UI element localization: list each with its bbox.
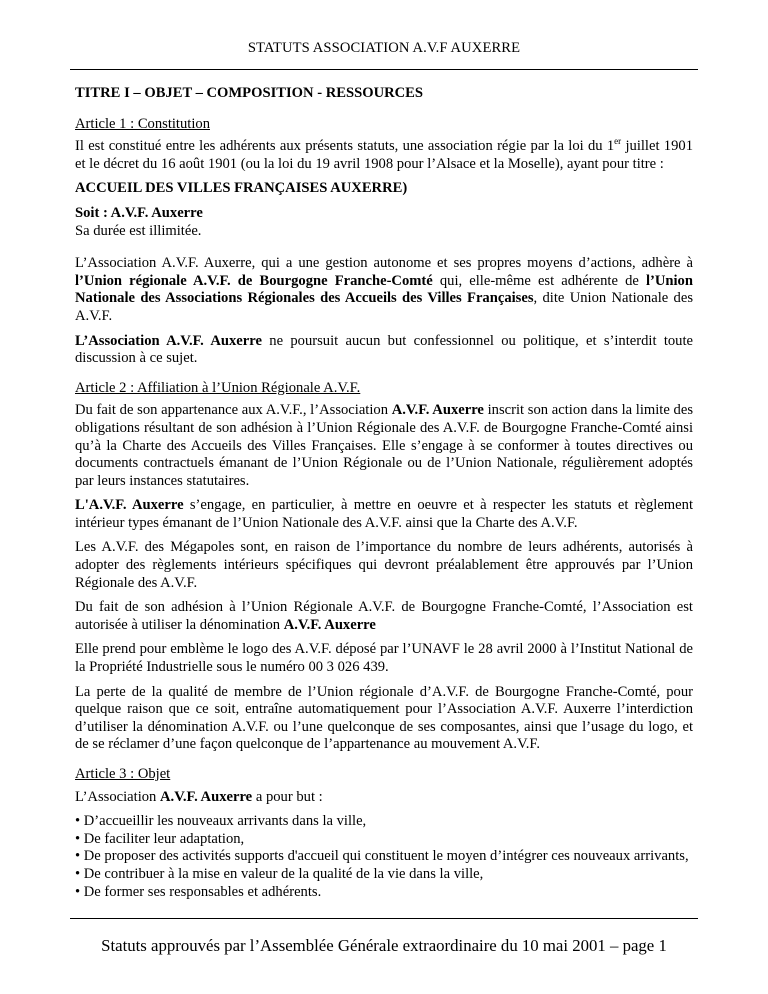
article-2-paragraph-5: Elle prend pour emblème le logo des A.V.F. déposé par l’UNAVF le 28 avril 2000 à l’Institut National de la Propriété Industrielle sous le numéro 00 3 026 439. [75,641,693,676]
article-1-paragraph-3: L’Association A.V.F. Auxerre ne poursuit aucun but confessionnel ou politique, et s’interdit toute discussion à ce sujet. [75,332,694,367]
article-2-paragraph-2: L'A.V.F. Auxerre s’engage, en particulier, à mettre en oeuvre et à respecter les statuts et règlement intérieur types émanant de l’Union Nationale des A.V.F. ainsi que la Charte des A.V.F. [75,497,693,531]
article-2-paragraph-6: La perte de la qualité de membre de l’Union régionale d’A.V.F. de Bourgogne Franche-Comté, pour quelque raison que ce soit, entraîne automatiquement pour l’Association A.V.F. Auxerre l’interdiction d’utiliser la dénomination A.V.F. ou l’une quelconque de ses composantes, ainsi que l’usage du logo, et de se réclamer d’une façon quelconque de l’appartenance au mouvement A.V.F. [75,683,693,753]
list-item: • De proposer des activités supports d'accueil qui constituent le moyen d’intégrer ces nouveaux arrivants, [75,848,689,865]
article-2-paragraph-1: Du fait de son appartenance aux A.V.F., l’Association A.V.F. Auxerre inscrit son action dans la limite des obligations résultant de son adhésion à l’Union Régionale des A.V.F. de Bourgogne Franche-Comté ainsi qu’à la Charte des Accueils des Villes Françaises. Elle s’engage à se conformer à toutes directives ou documents contractuels émanant de l’Union Régionale ou de l’Union Nationale, régulièrement adoptés par leurs instances statutaires. [75,402,693,489]
article-1-heading: Article 1 : Constitution [75,115,210,132]
page-footer: Statuts approuvés par l’Assemblée Générale extraordinaire du 10 mai 2001 – page 1 [101,936,667,955]
list-item: • De former ses responsables et adhérents. [75,883,322,900]
article-3-intro: L’Association A.V.F. Auxerre a pour but : [75,788,323,805]
article-2-paragraph-3: Les A.V.F. des Mégapoles sont, en raison de l’importance du nombre de leurs adhérents, autorisés à adopter des règlements intérieurs spécifiques qui devront préalablement être approuvés par l’Union Régionale des A.V.F. [75,539,693,591]
article-3-heading: Article 3 : Objet [75,766,171,782]
list-item: • De faciliter leur adaptation, [75,830,245,847]
association-short-name: Soit : A.V.F. Auxerre [75,204,203,221]
article-3-list [75,813,693,901]
list-item: • De contribuer à la mise en valeur de la qualité de la vie dans la ville, [75,865,484,882]
article-2-paragraph-4: Du fait de son adhésion à l’Union Régionale A.V.F. de Bourgogne Franche-Comté, l’Association est autorisée à utiliser la dénomination A.V.F. Auxerre [75,599,693,633]
article-1-paragraph-2: L’Association A.V.F. Auxerre, qui a une gestion autonome et ses propres moyens d’actions, adhère à l’Union régionale A.V.F. de Bourgogne Franche-Comté qui, elle-même est adhérente de l’Union Nationale des Associations Régionales des Accueils des Villes Françaises, dite Union Nationale des A.V.F. [75,255,694,324]
document-body [75,85,693,901]
article-2-heading: Article 2 : Affiliation à l’Union Régionale A.V.F. [75,379,361,396]
article-1-paragraph-1: Il est constitué entre les adhérents aux présents statuts, une association régie par la loi du 1er juillet 1901 et le décret du 16 août 1901 (ou la loi du 19 avril 1908 pour l’Alsace et la Moselle), ayant pour titre : [75,136,693,172]
list-item: • D’accueillir les nouveaux arrivants dans la ville, [75,813,367,830]
section-title: TITRE I – OBJET – COMPOSITION - RESSOURCES [75,85,424,101]
page-header: STATUTS ASSOCIATION A.V.F AUXERRE [247,40,521,56]
association-duration: Sa durée est illimitée. [75,222,202,239]
association-name: ACCUEIL DES VILLES FRANÇAISES AUXERRE) [75,180,408,197]
footer-divider [70,918,698,919]
header-divider [70,69,698,70]
